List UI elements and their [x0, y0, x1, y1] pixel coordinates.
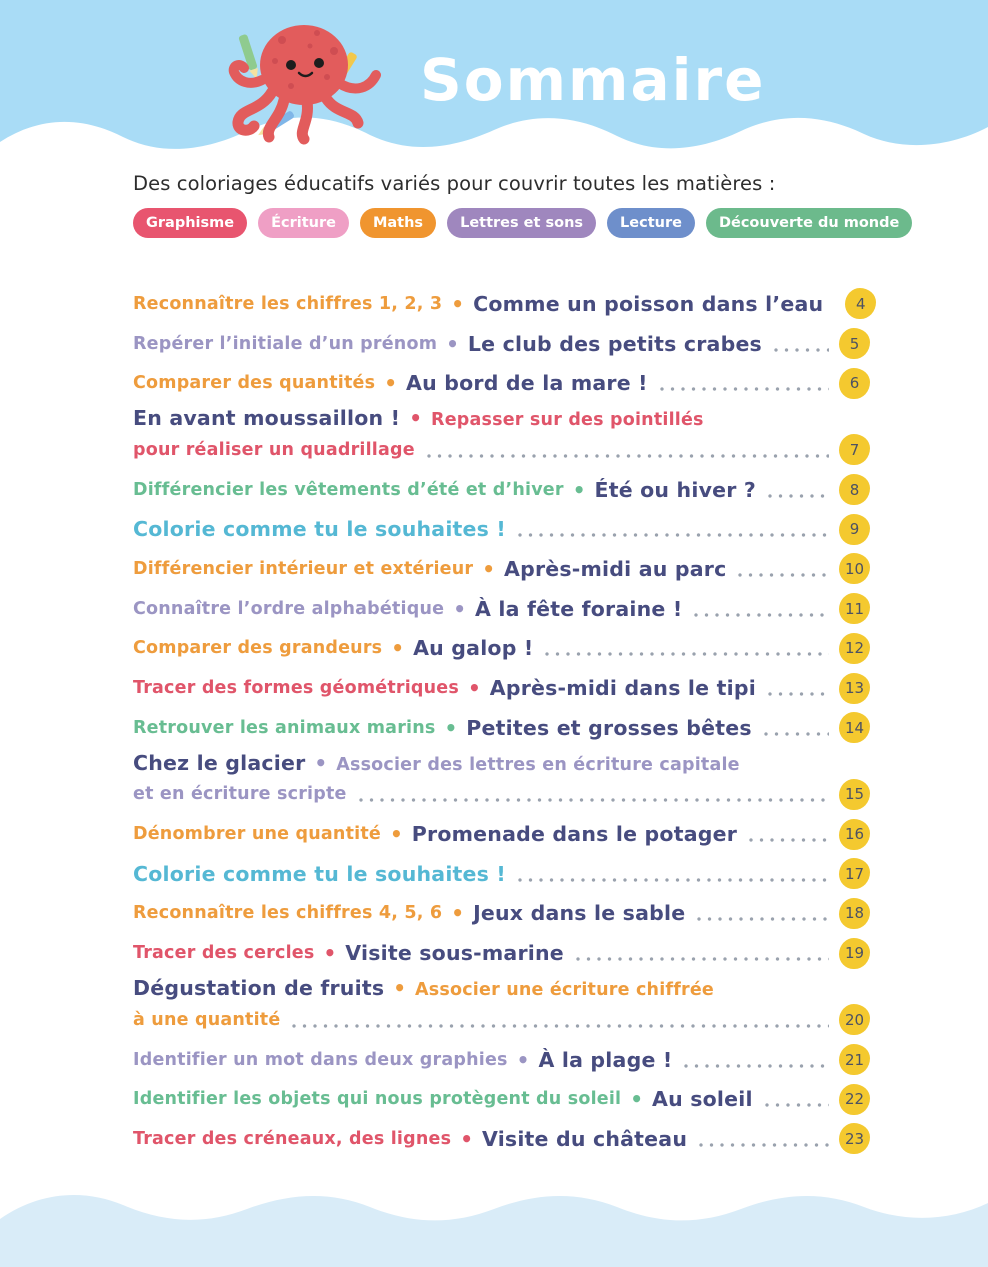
content-area	[133, 172, 900, 1159]
toc-entry	[133, 1040, 870, 1080]
page-number-badge: 17	[839, 858, 870, 889]
toc-entry-line2	[133, 668, 870, 708]
toc-entry-line2	[133, 814, 870, 854]
toc-entry-title: Après-midi au parc	[504, 556, 727, 581]
toc-entry-line2	[133, 1000, 870, 1040]
toc-entry-title: Le club des petits crabes	[467, 331, 762, 356]
toc-entry	[133, 509, 870, 549]
toc-entry-line2	[133, 589, 870, 629]
toc-entry-title: En avant moussaillon !	[133, 406, 401, 431]
table-of-contents	[133, 284, 870, 1159]
toc-entry-title: Après-midi dans le tipi	[489, 676, 756, 701]
toc-entry-line2	[133, 430, 870, 470]
dotted-leader	[684, 1064, 829, 1068]
toc-entry-title: Visite sous-marine	[345, 941, 564, 966]
bullet-separator: •	[572, 477, 586, 502]
toc-entry-title: Petites et grosses bêtes	[466, 715, 752, 740]
toc-entry-title: Visite du château	[482, 1126, 688, 1151]
bullet-separator: •	[390, 822, 403, 847]
bullet-separator: •	[516, 1047, 530, 1072]
toc-entry	[133, 814, 870, 854]
page-number-badge: 23	[839, 1123, 870, 1154]
page-number-badge: 15	[839, 779, 870, 810]
category-pill-decouverte-du-monde: Découverte du monde	[706, 208, 912, 238]
toc-entry-line2	[133, 549, 870, 589]
category-pill-ecriture: Écriture	[258, 208, 349, 238]
toc-entry	[133, 894, 870, 934]
toc-entry-line2	[133, 894, 870, 934]
bullet-separator: •	[444, 715, 458, 740]
category-pills	[133, 208, 900, 238]
dotted-leader	[768, 692, 829, 696]
bullet-separator: •	[314, 750, 328, 775]
toc-entry	[133, 933, 870, 973]
toc-entry-description: Associer une écriture chiffrée	[415, 980, 714, 1000]
bullet-separator: •	[468, 676, 481, 701]
toc-entry-line2	[133, 1079, 870, 1119]
toc-entry	[133, 403, 870, 470]
dotted-leader	[749, 838, 829, 842]
toc-entry-title: Promenade dans le potager	[411, 822, 738, 847]
dotted-leader	[518, 533, 829, 537]
toc-entry-line1	[133, 403, 870, 430]
toc-entry-title: Au bord de la mare !	[406, 371, 648, 396]
toc-entry-line2	[133, 1119, 870, 1159]
toc-entry-title: Jeux dans le sable	[473, 901, 686, 926]
toc-entry-title: Colorie comme tu le souhaites !	[133, 517, 506, 542]
footer-wave-shape	[0, 1195, 988, 1267]
toc-entry	[133, 668, 870, 708]
bullet-separator: •	[393, 976, 407, 1000]
bullet-separator: •	[630, 1087, 644, 1112]
toc-entry	[133, 284, 870, 324]
toc-entry-line2	[133, 708, 870, 748]
bullet-separator: •	[451, 291, 465, 316]
toc-entry-description: Repérer l’initiale d’un prénom	[133, 333, 438, 354]
toc-entry-description: Reconnaître les chiffres 1, 2, 3	[133, 293, 443, 314]
page-number-badge: 10	[839, 553, 870, 584]
toc-entry-description: Associer des lettres en écriture capitale	[336, 754, 740, 775]
toc-entry-title: Chez le glacier	[133, 750, 306, 775]
page-number-badge: 22	[839, 1084, 870, 1115]
dotted-leader	[427, 454, 829, 458]
toc-entry-line2	[133, 1040, 870, 1080]
page-number-badge: 14	[839, 712, 870, 743]
bullet-separator: •	[460, 1126, 473, 1151]
toc-entry-line1	[133, 748, 870, 775]
toc-entry	[133, 1079, 870, 1119]
toc-entry-line2	[133, 324, 870, 364]
dotted-leader	[545, 652, 829, 656]
toc-entry-description: Différencier intérieur et extérieur	[133, 558, 474, 579]
page-number-badge: 9	[839, 514, 870, 545]
toc-entry	[133, 629, 870, 669]
page-number-badge: 11	[839, 593, 870, 624]
dotted-leader	[697, 917, 829, 921]
toc-entry-line2	[133, 284, 870, 324]
toc-entry	[133, 973, 870, 1040]
page-number-badge: 5	[839, 328, 870, 359]
toc-entry-description-cont: et en écriture scripte	[133, 784, 347, 805]
dotted-leader	[694, 613, 829, 617]
toc-entry-title: Colorie comme tu le souhaites !	[133, 861, 506, 886]
toc-entry-description: Tracer des cercles	[133, 943, 315, 964]
toc-entry-title: Été ou hiver ?	[594, 477, 756, 502]
category-pill-lettres-et-sons: Lettres et sons	[447, 208, 596, 238]
toc-entry-title: Au soleil	[652, 1087, 753, 1112]
toc-entry-line2	[133, 363, 870, 403]
dotted-leader	[764, 732, 829, 736]
toc-entry-description: Repasser sur des pointillés	[431, 410, 704, 431]
dotted-leader	[768, 494, 829, 498]
toc-entry	[133, 549, 870, 589]
dotted-leader	[699, 1143, 829, 1147]
toc-entry-description: Retrouver les animaux marins	[133, 717, 436, 738]
page-number-badge: 16	[839, 819, 870, 850]
toc-entry-title: Comme un poisson dans l’eau	[473, 291, 824, 316]
toc-entry-line2	[133, 775, 870, 815]
page-number-badge: 21	[839, 1044, 870, 1075]
toc-entry-description: Dénombrer une quantité	[133, 824, 381, 845]
octopus-icon	[220, 20, 395, 148]
toc-entry-description: Différencier les vêtements d’été et d’hiver	[133, 479, 564, 500]
bullet-separator: •	[409, 406, 423, 431]
page-number-badge: 18	[839, 898, 870, 929]
dotted-leader	[738, 573, 829, 577]
bullet-separator: •	[323, 941, 337, 966]
bullet-separator: •	[453, 596, 466, 621]
bullet-separator: •	[451, 901, 465, 926]
toc-entry-description-cont: à une quantité	[133, 1009, 281, 1030]
page-number-badge: 13	[839, 673, 870, 704]
toc-entry-line2	[133, 933, 870, 973]
dotted-leader	[765, 1103, 829, 1107]
toc-entry	[133, 589, 870, 629]
toc-entry-title: À la plage !	[538, 1047, 673, 1072]
category-pill-lecture: Lecture	[607, 208, 695, 238]
toc-entry-line2	[133, 629, 870, 669]
page-title: Sommaire	[420, 46, 766, 114]
toc-entry-description: Tracer des créneaux, des lignes	[133, 1128, 452, 1149]
dotted-leader	[774, 348, 829, 352]
page-number-badge: 6	[839, 368, 870, 399]
toc-entry	[133, 363, 870, 403]
dotted-leader	[359, 798, 829, 802]
page-number-badge: 7	[839, 434, 870, 465]
page-number-badge: 8	[839, 474, 870, 505]
toc-entry-description: Comparer des grandeurs	[133, 638, 383, 659]
dotted-leader	[660, 387, 829, 391]
category-pill-maths: Maths	[360, 208, 436, 238]
toc-entry-title: À la fête foraine !	[474, 596, 683, 621]
bullet-separator: •	[384, 371, 398, 396]
footer-wave	[0, 1167, 988, 1267]
page-number-badge: 12	[839, 633, 870, 664]
octopus-head	[260, 25, 348, 105]
toc-entry-description: Tracer des formes géométriques	[133, 678, 459, 699]
toc-entry-line2	[133, 854, 870, 894]
toc-entry	[133, 324, 870, 364]
page-number-badge: 20	[839, 1004, 870, 1035]
toc-entry-description-cont: pour réaliser un quadrillage	[133, 439, 415, 460]
green-pencil-icon	[238, 34, 261, 81]
toc-entry-description: Identifier les objets qui nous protègent du soleil	[133, 1089, 622, 1110]
toc-entry-line2	[133, 509, 870, 549]
toc-entry-description: Connaître l’ordre alphabétique	[133, 598, 445, 619]
dotted-leader	[518, 878, 829, 882]
category-pill-graphisme: Graphisme	[133, 208, 247, 238]
toc-entry-line1	[133, 973, 870, 1000]
toc-entry	[133, 1119, 870, 1159]
toc-entry	[133, 854, 870, 894]
dotted-leader	[292, 1024, 829, 1028]
bullet-separator: •	[391, 636, 405, 661]
page-number-badge: 4	[845, 288, 876, 319]
toc-entry-description: Comparer des quantités	[133, 373, 376, 394]
intro-text: Des coloriages éducatifs variés pour couvrir toutes les matières :	[133, 172, 776, 195]
page-number-badge: 19	[839, 938, 870, 969]
dotted-leader	[576, 957, 829, 961]
toc-entry	[133, 748, 870, 815]
toc-entry-title: Au galop !	[413, 636, 534, 661]
toc-entry	[133, 708, 870, 748]
bullet-separator: •	[446, 331, 459, 356]
toc-entry	[133, 470, 870, 510]
toc-entry-description: Identifier un mot dans deux graphies	[133, 1049, 508, 1070]
toc-entry-title: Dégustation de fruits	[133, 976, 385, 1000]
toc-entry-line2	[133, 470, 870, 510]
toc-entry-description: Reconnaître les chiffres 4, 5, 6	[133, 903, 443, 924]
bullet-separator: •	[482, 556, 496, 581]
